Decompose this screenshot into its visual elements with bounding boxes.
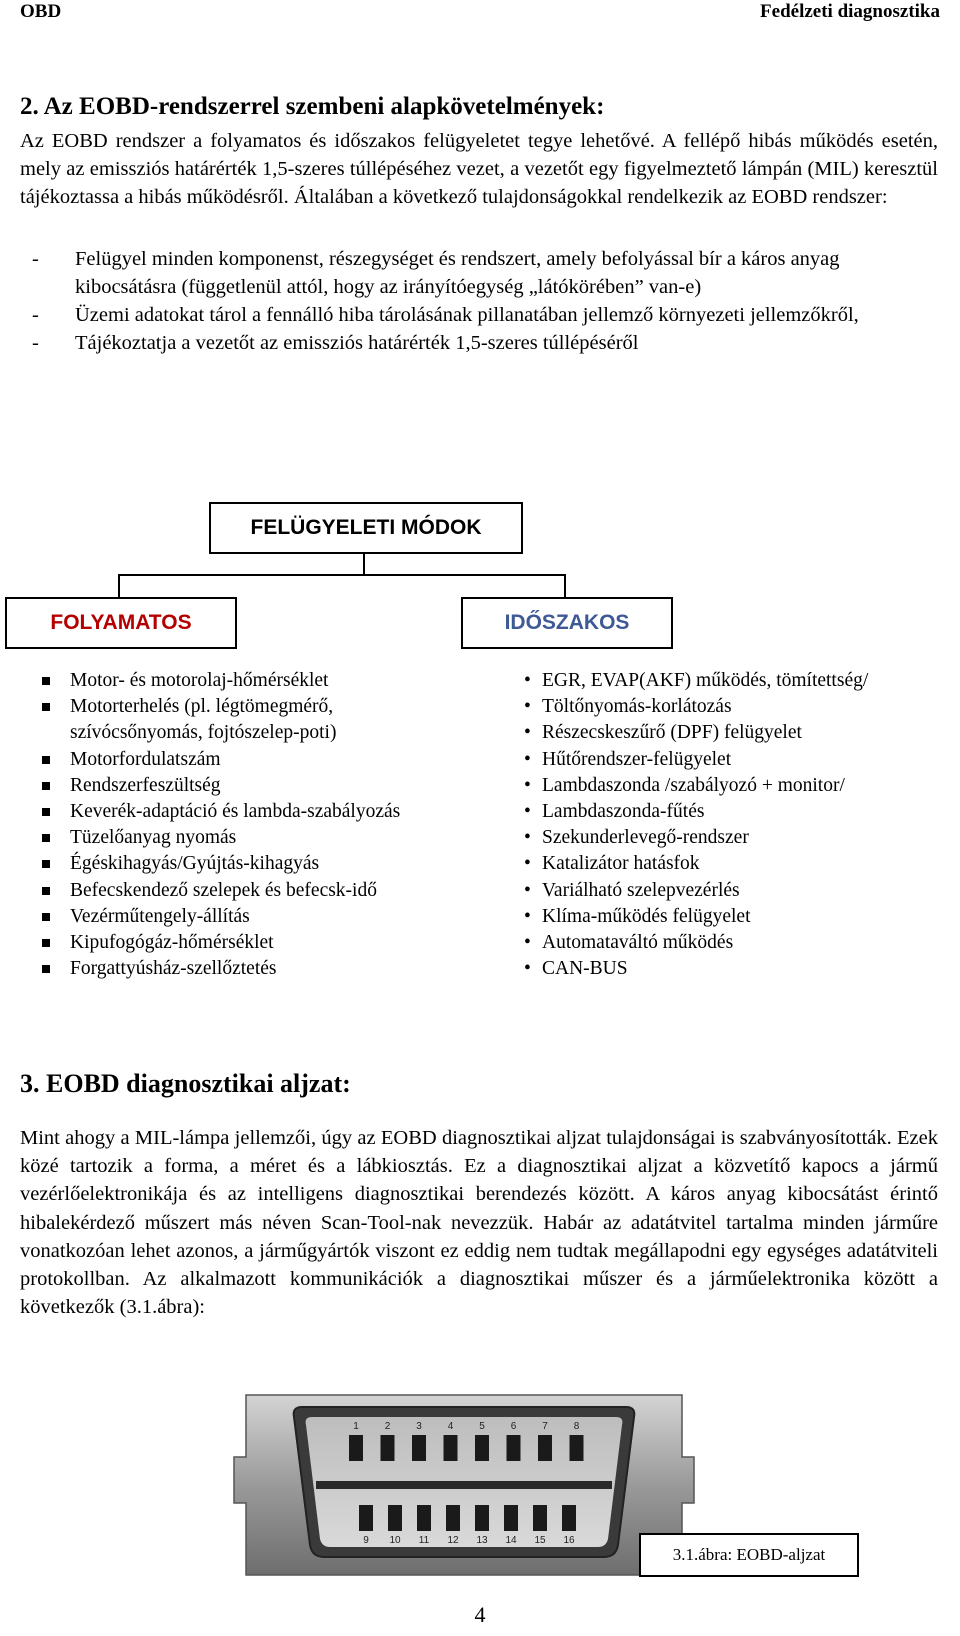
requirement-item — [20, 301, 938, 329]
bullet-icon: • — [524, 958, 531, 980]
continuous-item-text: Rendszerfeszültség — [70, 774, 221, 796]
continuous-item-text: Motorfordulatszám — [70, 748, 221, 770]
connector-pin — [444, 1435, 458, 1461]
pin-number: 16 — [563, 1535, 575, 1546]
periodic-item-text: Katalizátor hatásfok — [542, 853, 700, 875]
periodic-item-text: Szekunderlevegő-rendszer — [542, 827, 749, 849]
header-right: Fedélzeti diagnosztika — [760, 1, 940, 22]
periodic-list — [524, 668, 944, 982]
square-bullet-icon — [40, 904, 70, 930]
connector-pin — [562, 1505, 576, 1531]
requirement-text: Felügyel minden komponenst, részegységet és rendszert, amely befolyással bír a káros anyag kibocsátásra (függetlenül attól, hogy az irányítóegység „látókörében” van-e) — [75, 248, 840, 298]
connector-pin — [446, 1505, 460, 1531]
continuous-item-text: Vezérműtengely-állítás — [70, 905, 250, 927]
periodic-item — [524, 878, 944, 904]
continuous-item — [40, 904, 470, 930]
periodic-item — [524, 773, 944, 799]
section-2-intro — [20, 127, 938, 211]
pin-number: 13 — [476, 1535, 488, 1546]
connector-pin — [388, 1505, 402, 1531]
pin-number: 7 — [542, 1421, 548, 1432]
bullet-icon: • — [524, 722, 531, 744]
continuous-item-text: Égéskihagyás/Gyújtás-kihagyás — [70, 853, 320, 875]
square-bullet-icon — [40, 668, 70, 694]
requirements-list — [20, 245, 938, 357]
periodic-item-text: Variálható szelepvezérlés — [542, 879, 740, 901]
pin-number: 15 — [534, 1535, 546, 1546]
bullet-icon: • — [524, 696, 531, 718]
square-bullet-icon — [40, 747, 70, 773]
periodic-item — [524, 825, 944, 851]
connector-pin — [475, 1435, 489, 1461]
periodic-item — [524, 720, 944, 746]
bullet-icon: • — [524, 879, 531, 901]
square-bullet-icon — [40, 878, 70, 904]
connector-pin — [538, 1435, 552, 1461]
section-2-title: 2. Az EOBD-rendszerrel szembeni alapkövetelmények: — [20, 93, 605, 120]
continuous-item-text: Motorterhelés (pl. légtömegmérő, szívócsőnyomás, fojtószelep-poti) — [70, 696, 337, 744]
requirement-item — [20, 329, 938, 357]
periodic-item-text: Hűtőrendszer-felügyelet — [542, 748, 732, 770]
continuous-item-text: Tüzelőanyag nyomás — [70, 827, 237, 849]
dash-marker: - — [32, 248, 39, 270]
continuous-item — [40, 930, 470, 956]
pin-number: 8 — [573, 1421, 580, 1432]
continuous-item — [40, 825, 470, 851]
page-number: 4 — [474, 1602, 486, 1627]
continuous-item — [40, 851, 470, 877]
periodic-item-text: Lambdaszonda-fűtés — [542, 801, 705, 823]
periodic-item-text: Automataváltó működés — [542, 932, 734, 954]
dash-marker: - — [32, 332, 39, 354]
periodic-item — [524, 668, 944, 694]
square-bullet-icon — [40, 799, 70, 825]
periodic-item — [524, 799, 944, 825]
continuous-item-text: Keverék-adaptáció és lambda-szabályozás — [70, 801, 401, 823]
periodic-box: IDŐSZAKOS — [461, 597, 673, 649]
periodic-item-text: Lambdaszonda /szabályozó + monitor/ — [542, 774, 845, 796]
pin-number: 14 — [505, 1535, 517, 1546]
periodic-item-text: CAN-BUS — [542, 958, 628, 980]
periodic-item-text: Töltőnyomás-korlátozás — [542, 696, 732, 718]
pin-number: 4 — [447, 1421, 454, 1432]
pin-number: 3 — [416, 1421, 422, 1432]
continuous-item — [40, 694, 470, 746]
connector-pin — [570, 1435, 584, 1461]
figure-caption: 3.1.ábra: EOBD-aljzat — [639, 1533, 859, 1577]
continuous-item — [40, 668, 470, 694]
obd-connector-figure — [232, 1385, 696, 1585]
periodic-item — [524, 904, 944, 930]
square-bullet-icon — [40, 773, 70, 799]
continuous-item — [40, 747, 470, 773]
dash-marker: - — [32, 304, 39, 326]
connector-right — [564, 574, 566, 597]
connector-pin — [504, 1505, 518, 1531]
continuous-box: FOLYAMATOS — [5, 597, 237, 649]
continuous-item — [40, 799, 470, 825]
continuous-item-text: Motor- és motorolaj-hőmérséklet — [70, 670, 329, 691]
connector-left — [118, 574, 120, 597]
bullet-icon: • — [524, 670, 531, 691]
bullet-icon: • — [524, 827, 531, 849]
continuous-list — [40, 668, 470, 982]
connector-pin — [507, 1435, 521, 1461]
monitoring-modes-box: FELÜGYELETI MÓDOK — [209, 502, 523, 554]
pin-number: 1 — [353, 1421, 359, 1432]
bullet-icon: • — [524, 932, 531, 954]
pin-number: 12 — [447, 1535, 459, 1546]
connector-pin — [349, 1435, 363, 1461]
connector-pin — [412, 1435, 426, 1461]
connector-pin — [533, 1505, 547, 1531]
pin-number: 10 — [389, 1535, 401, 1546]
square-bullet-icon — [40, 956, 70, 982]
header-left: OBD — [20, 1, 62, 22]
continuous-item-text: Befecskendező szelepek és befecsk-idő — [70, 879, 377, 901]
pin-number: 11 — [418, 1535, 430, 1546]
connector-bar — [118, 574, 566, 576]
periodic-item-text: EGR, EVAP(AKF) működés, tömítettség/ — [542, 670, 869, 691]
square-bullet-icon — [40, 851, 70, 877]
periodic-item-text: Klíma-működés felügyelet — [542, 905, 751, 927]
continuous-item — [40, 956, 470, 982]
bullet-icon: • — [524, 774, 531, 796]
pin-number: 6 — [510, 1421, 517, 1432]
bullet-icon: • — [524, 853, 531, 875]
square-bullet-icon — [40, 694, 70, 746]
periodic-item — [524, 930, 944, 956]
section-3-body-text: Mint ahogy a MIL-lámpa jellemzői, úgy az EOBD diagnosztikai aljzat tulajdonságai is szabványosították. Ezek közé tartozik a forma, a méret és a lábkiosztás. Ez a diagnosztikai aljzat a közvetítő kapocs a jármű vezérlőelektronikája és az intelligens diagnosztikai berendezés között. A káros anyag kibocsátást érintő hibalekérdező műszert más néven Scan-Tool-nak nevezzük. Habár az adatátvitel tartalma minden járműre vonatkozóan lehet azonos, a járműgyártók viszont ez eddig nem tudtak megállapodni egy egységes adatátviteli protokollban. Az alkalmazott kommunikációk a diagnosztikai műszer és a járműelektronika között a következők (3.1.ábra): — [20, 1127, 938, 1319]
pin-number: 9 — [363, 1535, 369, 1546]
section-3-title: 3. EOBD diagnosztikai aljzat: — [20, 1069, 351, 1098]
connector-pin — [381, 1435, 395, 1461]
requirement-text: Üzemi adatokat tárol a fennálló hiba tárolásának pillanatában jellemző környezeti jellemzőkről, — [75, 304, 859, 326]
square-bullet-icon — [40, 930, 70, 956]
bullet-icon: • — [524, 748, 531, 770]
continuous-item-text: Forgattyúsház-szellőztetés — [70, 958, 277, 980]
pin-number: 2 — [384, 1421, 391, 1432]
continuous-item — [40, 773, 470, 799]
obd-connector-illustration — [232, 1385, 696, 1585]
requirement-text: Tájékoztatja a vezetőt az emissziós határérték 1,5-szeres túllépéséről — [75, 332, 639, 354]
section-2-intro-text: Az EOBD rendszer a folyamatos és időszakos felügyeletet tegye lehetővé. A fellépő hibás működés esetén, mely az emissziós határérték 1,5-szeres túllépéséhez vezet, a vezetőt egy figyelmeztető lámpán (MIL) keresztül tájékoztassa a hibás működésről. Általában a következő tulajdonságokkal rendelkezik az EOBD rendszer: — [20, 130, 938, 208]
periodic-item — [524, 747, 944, 773]
bullet-icon: • — [524, 905, 531, 927]
bullet-icon: • — [524, 801, 531, 823]
connector-pin — [417, 1505, 431, 1531]
connector-pin — [359, 1505, 373, 1531]
section-3-body — [20, 1124, 938, 1321]
continuous-item-text: Kipufogógáz-hőmérséklet — [70, 932, 274, 954]
periodic-item-text: Részecskeszűrő (DPF) felügyelet — [542, 722, 802, 744]
requirement-item — [20, 245, 938, 301]
periodic-item — [524, 956, 944, 982]
pin-number: 5 — [479, 1421, 485, 1432]
periodic-item — [524, 694, 944, 720]
square-bullet-icon — [40, 825, 70, 851]
continuous-item — [40, 878, 470, 904]
connector-pin — [475, 1505, 489, 1531]
periodic-item — [524, 851, 944, 877]
